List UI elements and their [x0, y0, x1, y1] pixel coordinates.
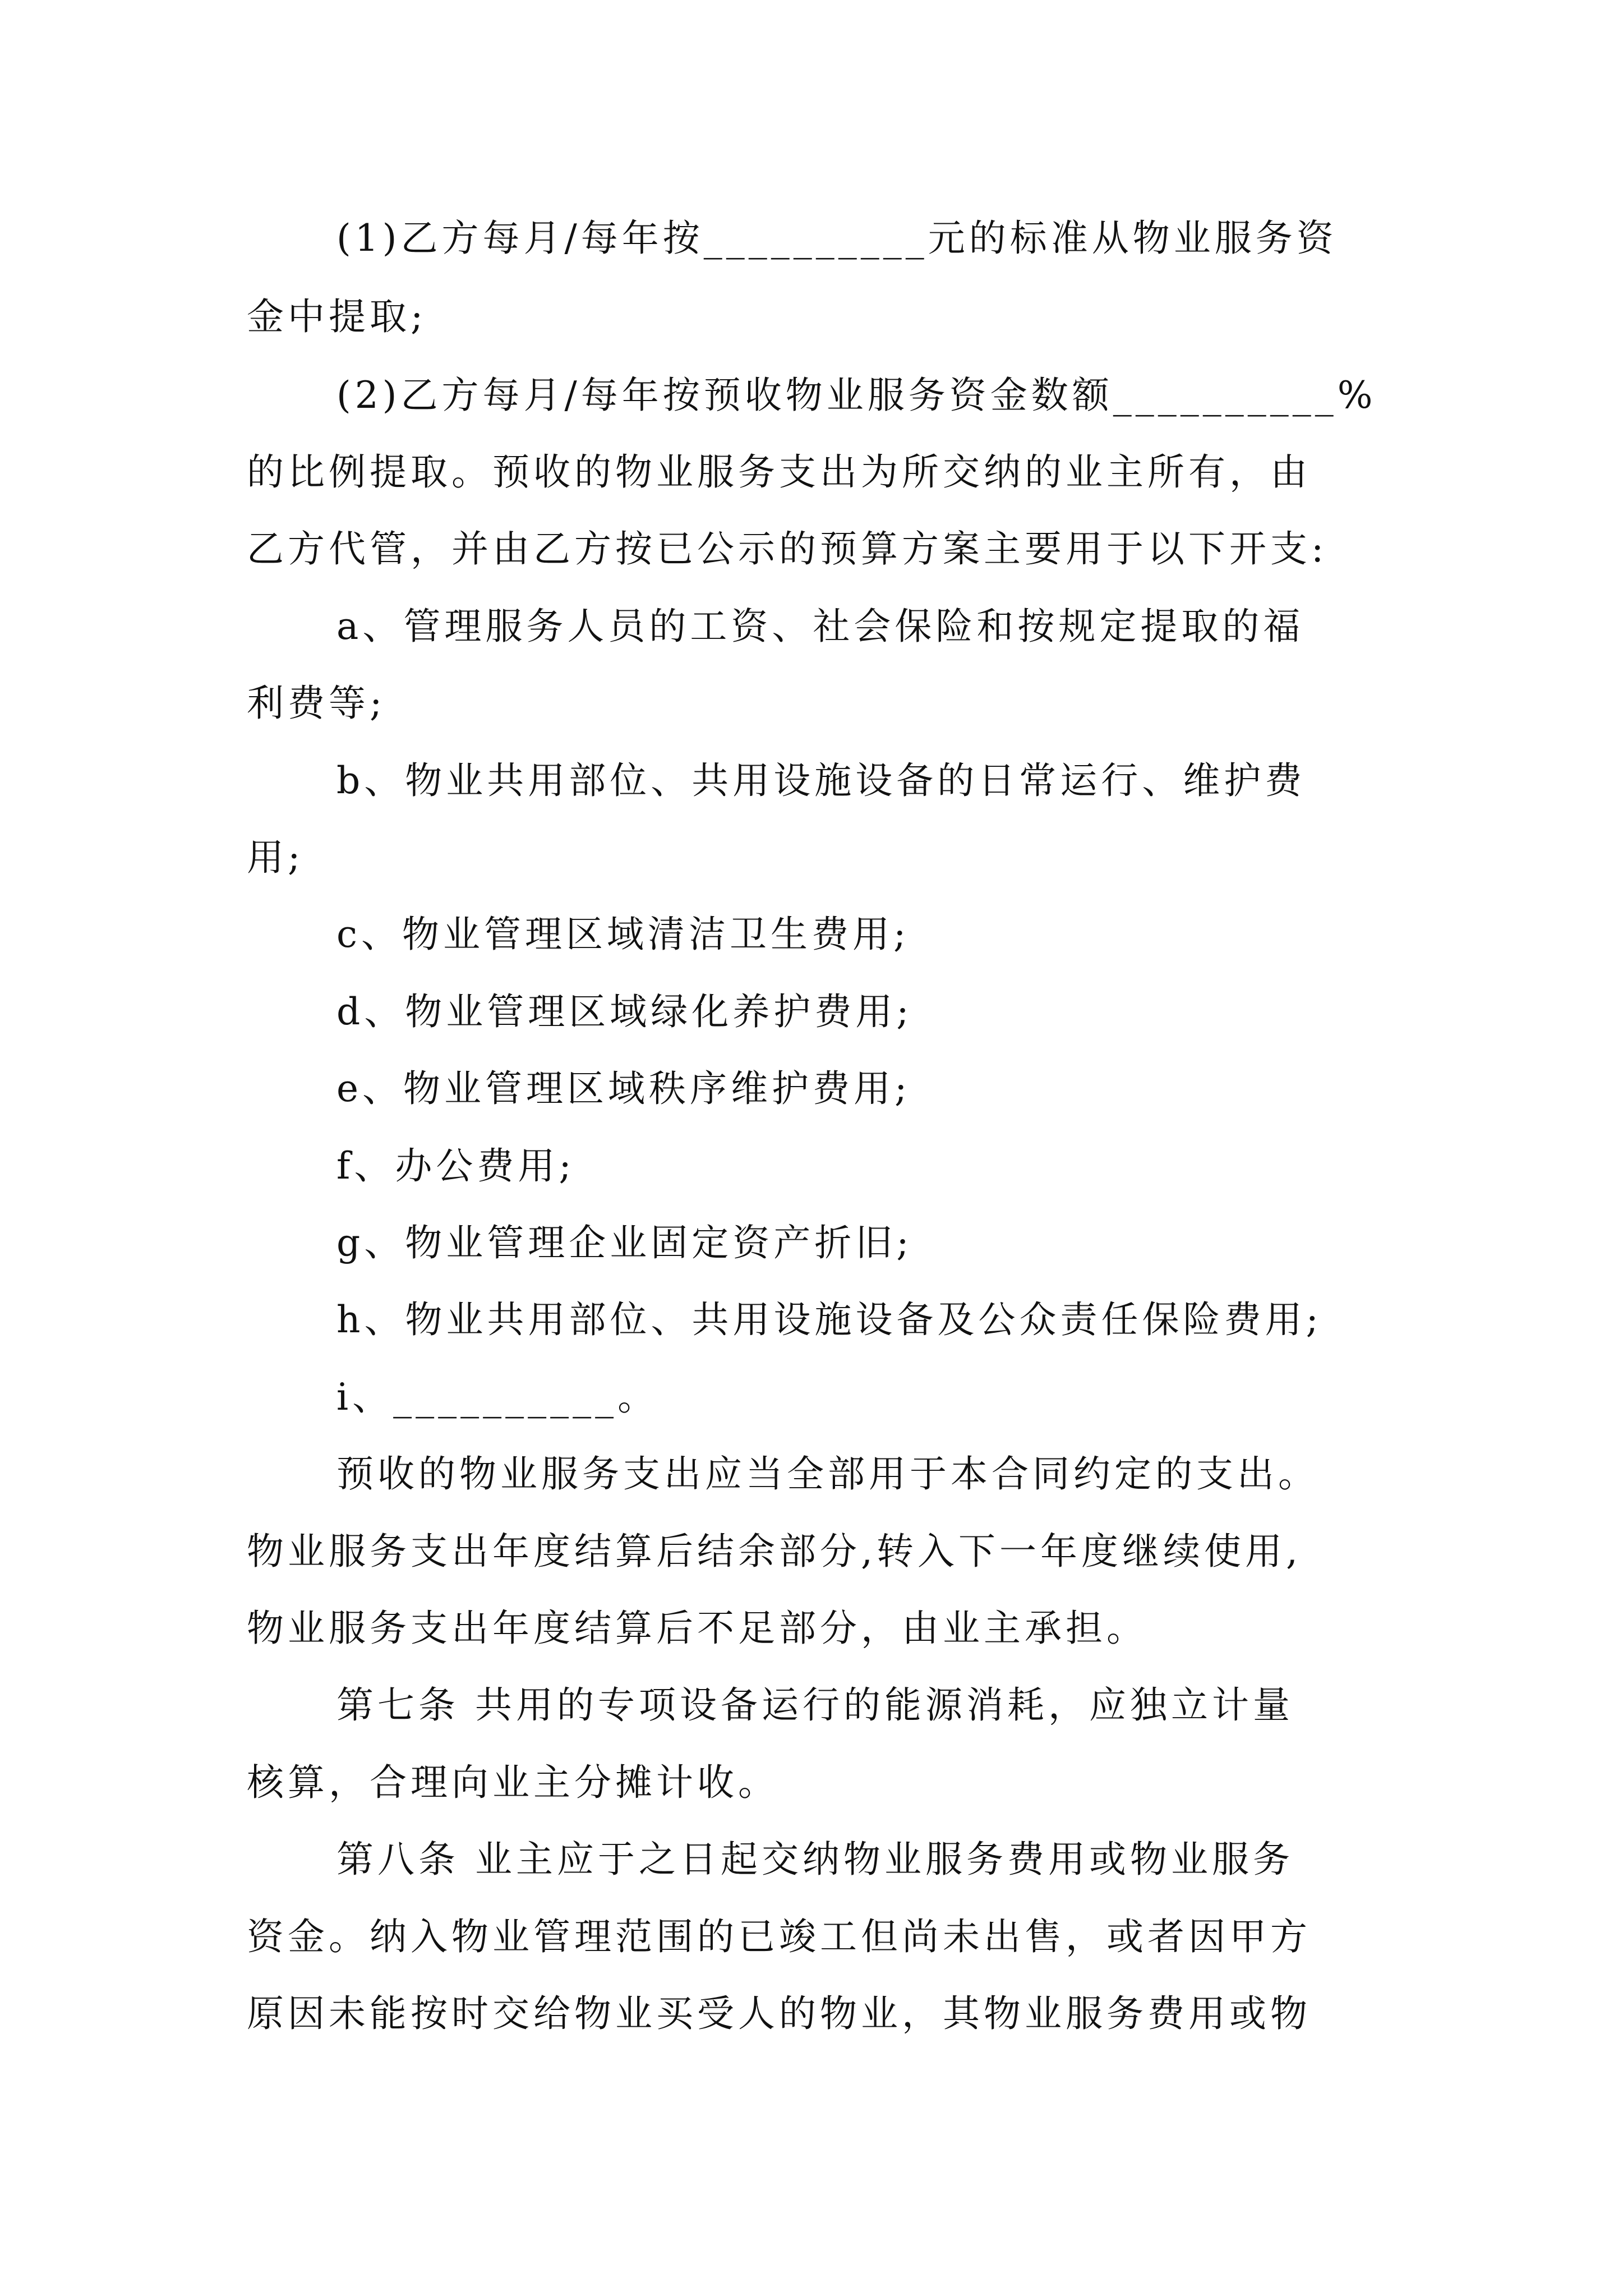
- paragraph-line: 资金。纳入物业管理范围的已竣工但尚未出售，或者因甲方: [247, 1915, 1311, 1958]
- paragraph-line: 物业服务支出年度结算后结余部分,转入下一年度继续使用,: [247, 1530, 1302, 1573]
- paragraph-line: 第八条 业主应于之日起交纳物业服务费用或物业服务: [336, 1838, 1294, 1881]
- paragraph-line: (2)乙方每月/每年按预收物业服务资金数额__________%: [336, 374, 1377, 417]
- paragraph-line: 乙方代管，并由乙方按已公示的预算方案主要用于以下开支:: [247, 527, 1328, 570]
- paragraph-line: c、物业管理区域清洁卫生费用;: [336, 913, 910, 956]
- paragraph-line: (1)乙方每月/每年按__________元的标准从物业服务资: [336, 217, 1338, 260]
- paragraph-line: 用;: [247, 836, 305, 879]
- paragraph-line: a、管理服务人员的工资、社会保险和按规定提取的福: [336, 605, 1304, 648]
- paragraph-line: b、物业共用部位、共用设施设备的日常运行、维护费: [336, 759, 1306, 802]
- paragraph-line: i、__________。: [336, 1375, 659, 1419]
- paragraph-line: e、物业管理区域秩序维护费用;: [336, 1067, 911, 1110]
- paragraph-line: g、物业管理企业固定资产折旧;: [336, 1221, 913, 1264]
- paragraph-line: 利费等;: [247, 682, 386, 725]
- paragraph-line: 核算，合理向业主分摊计收。: [247, 1761, 779, 1804]
- paragraph-line: 原因未能按时交给物业买受人的物业，其物业服务费用或物: [247, 1992, 1311, 2035]
- paragraph-line: d、物业管理区域绿化养护费用;: [336, 990, 913, 1033]
- paragraph-line: 的比例提取。预收的物业服务支出为所交纳的业主所有，由: [247, 450, 1311, 494]
- paragraph-line: h、物业共用部位、共用设施设备及公众责任保险费用;: [336, 1298, 1322, 1341]
- paragraph-line: 预收的物业服务支出应当全部用于本合同约定的支出。: [336, 1452, 1319, 1496]
- paragraph-line: 物业服务支出年度结算后不足部分，由业主承担。: [247, 1607, 1147, 1650]
- paragraph-line: 金中提取;: [247, 295, 427, 338]
- paragraph-line: f、办公费用;: [336, 1144, 575, 1188]
- paragraph-line: 第七条 共用的专项设备运行的能源消耗，应独立计量: [336, 1683, 1294, 1727]
